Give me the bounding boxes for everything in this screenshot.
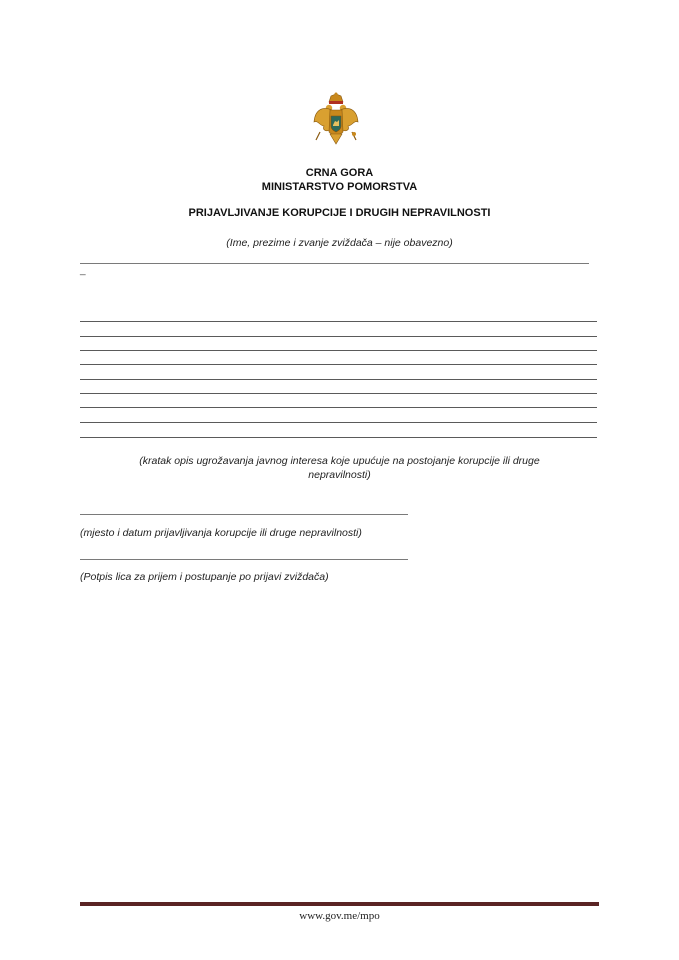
description-caption-line2: nepravilnosti) [308, 469, 371, 481]
description-line-1[interactable] [80, 321, 597, 322]
place-date-caption: (mjesto i datum prijavljivanja korupcije ili druge nepravilnosti) [80, 527, 362, 539]
whistleblower-dash: _ [80, 265, 86, 276]
description-line-9[interactable] [80, 437, 597, 438]
description-line-8[interactable] [80, 422, 597, 423]
whistleblower-name-line[interactable] [80, 263, 589, 264]
description-line-2[interactable] [80, 336, 597, 337]
montenegro-coat-of-arms-icon [312, 92, 360, 152]
description-line-7[interactable] [80, 407, 597, 408]
footer-divider [80, 902, 599, 906]
description-line-5[interactable] [80, 379, 597, 380]
description-caption-line1: (kratak opis ugrožavanja javnog interesa koje upućuje na postojanje korupcije ili druge [139, 455, 540, 467]
country-name: CRNA GORA [305, 167, 374, 179]
description-line-3[interactable] [80, 350, 597, 351]
description-line-4[interactable] [80, 364, 597, 365]
ministry-name: MINISTARSTVO POMORSTVA [261, 181, 418, 193]
whistleblower-caption: (Ime, prezime i zvanje zviždača – nije obavezno) [226, 237, 453, 249]
form-title: PRIJAVLJIVANJE KORUPCIJE I DRUGIH NEPRAVILNOSTI [188, 207, 491, 219]
signature-caption: (Potpis lica za prijem i postupanje po prijavi zviždača) [80, 571, 329, 583]
signature-line[interactable] [80, 559, 408, 560]
footer-url[interactable]: www.gov.me/mpo [299, 910, 380, 922]
description-line-6[interactable] [80, 393, 597, 394]
place-date-line[interactable] [80, 514, 408, 515]
